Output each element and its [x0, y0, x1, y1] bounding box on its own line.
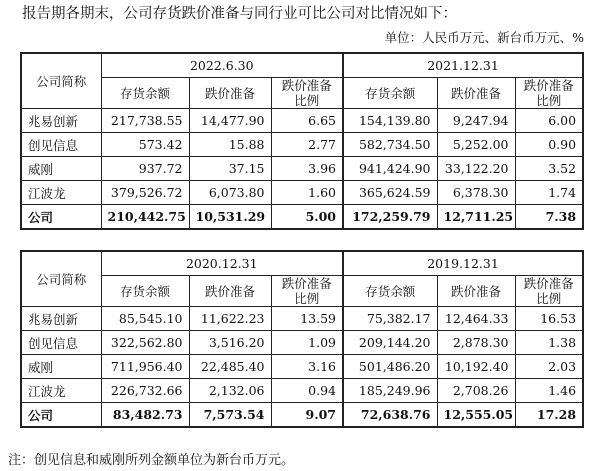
value-cell: 379,526.72	[101, 181, 189, 205]
reserve-column-header: 跌价准备	[189, 78, 271, 109]
table-row	[21, 133, 583, 157]
value-cell: 1.09	[271, 331, 343, 355]
value-cell: 14,477.90	[189, 109, 271, 133]
period-header: 2019.12.31	[343, 251, 583, 276]
value-cell: 7.38	[515, 205, 583, 230]
balance-column-header: 存货余额	[343, 276, 437, 307]
value-cell: 941,424.90	[343, 157, 437, 181]
inventory-comparison-table	[20, 52, 584, 230]
ratio-header-line2: 比例	[294, 291, 320, 306]
value-cell: 37.15	[189, 157, 271, 181]
company-name: 江波龙	[21, 379, 101, 403]
table-row	[21, 109, 583, 133]
balance-column-header: 存货余额	[343, 78, 437, 109]
table-row	[21, 379, 583, 403]
value-cell: 185,249.96	[343, 379, 437, 403]
value-cell: 11,622.23	[189, 307, 271, 331]
value-cell: 6,378.30	[437, 181, 515, 205]
ratio-header-line2: 比例	[294, 93, 320, 108]
company-column-header: 公司简称	[21, 53, 101, 109]
value-cell: 2,878.30	[437, 331, 515, 355]
value-cell: 501,486.20	[343, 355, 437, 379]
value-cell: 582,734.50	[343, 133, 437, 157]
company-name: 威刚	[21, 355, 101, 379]
ratio-header-line1: 跌价准备	[523, 276, 574, 291]
footnote: 注：创见信息和威刚所列金额单位为新台币万元。	[8, 453, 295, 468]
ratio-column-header	[515, 276, 583, 307]
value-cell: 17.28	[515, 403, 583, 428]
value-cell: 0.90	[515, 133, 583, 157]
value-cell: 2.77	[271, 133, 343, 157]
value-cell: 172,259.79	[343, 205, 437, 230]
period-header: 2022.6.30	[101, 53, 343, 78]
value-cell: 6.00	[515, 109, 583, 133]
value-cell: 13.59	[271, 307, 343, 331]
unit-label: 单位：人民币万元、新台币万元、%	[384, 30, 584, 45]
table-row	[21, 331, 583, 355]
ratio-column-header	[271, 78, 343, 109]
value-cell: 2,132.06	[189, 379, 271, 403]
value-cell: 6,073.80	[189, 181, 271, 205]
value-cell: 217,738.55	[101, 109, 189, 133]
value-cell: 154,139.80	[343, 109, 437, 133]
value-cell: 72,638.76	[343, 403, 437, 428]
ratio-header-line2: 比例	[536, 291, 562, 306]
ratio-header-line2: 比例	[536, 93, 562, 108]
period-header: 2020.12.31	[101, 251, 343, 276]
value-cell: 15.88	[189, 133, 271, 157]
company-name: 公司	[21, 205, 101, 230]
value-cell: 2,708.26	[437, 379, 515, 403]
value-cell: 3.96	[271, 157, 343, 181]
value-cell: 573.42	[101, 133, 189, 157]
ratio-column-header	[515, 78, 583, 109]
value-cell: 209,144.20	[343, 331, 437, 355]
value-cell: 12,711.25	[437, 205, 515, 230]
table-row	[21, 157, 583, 181]
value-cell: 9,247.94	[437, 109, 515, 133]
value-cell: 365,624.59	[343, 181, 437, 205]
total-row	[21, 205, 583, 230]
ratio-header-line1: 跌价准备	[281, 276, 332, 291]
value-cell: 3.52	[515, 157, 583, 181]
value-cell: 33,122.20	[437, 157, 515, 181]
value-cell: 85,545.10	[101, 307, 189, 331]
value-cell: 75,382.17	[343, 307, 437, 331]
value-cell: 7,573.54	[189, 403, 271, 428]
total-row	[21, 403, 583, 428]
value-cell: 1.46	[515, 379, 583, 403]
value-cell: 210,442.75	[101, 205, 189, 230]
value-cell: 3,516.20	[189, 331, 271, 355]
value-cell: 83,482.73	[101, 403, 189, 428]
ratio-column-header	[271, 276, 343, 307]
value-cell: 22,485.40	[189, 355, 271, 379]
value-cell: 12,464.33	[437, 307, 515, 331]
company-name: 兆易创新	[21, 307, 101, 331]
value-cell: 1.74	[515, 181, 583, 205]
reserve-column-header: 跌价准备	[189, 276, 271, 307]
value-cell: 937.72	[101, 157, 189, 181]
value-cell: 10,531.29	[189, 205, 271, 230]
company-name: 创见信息	[21, 331, 101, 355]
table-row	[21, 181, 583, 205]
value-cell: 2.03	[515, 355, 583, 379]
value-cell: 5,252.00	[437, 133, 515, 157]
value-cell: 16.53	[515, 307, 583, 331]
period-header: 2021.12.31	[343, 53, 583, 78]
inventory-comparison-table	[20, 250, 584, 428]
value-cell: 0.94	[271, 379, 343, 403]
balance-column-header: 存货余额	[101, 78, 189, 109]
balance-column-header: 存货余额	[101, 276, 189, 307]
ratio-header-line1: 跌价准备	[281, 78, 332, 93]
value-cell: 9.07	[271, 403, 343, 428]
reserve-column-header: 跌价准备	[437, 78, 515, 109]
company-name: 威刚	[21, 157, 101, 181]
table-row	[21, 355, 583, 379]
company-name: 兆易创新	[21, 109, 101, 133]
value-cell: 1.38	[515, 331, 583, 355]
value-cell: 322,562.80	[101, 331, 189, 355]
company-name: 公司	[21, 403, 101, 428]
table-row	[21, 307, 583, 331]
value-cell: 1.60	[271, 181, 343, 205]
value-cell: 3.16	[271, 355, 343, 379]
company-name: 江波龙	[21, 181, 101, 205]
company-column-header: 公司简称	[21, 251, 101, 307]
company-name: 创见信息	[21, 133, 101, 157]
value-cell: 6.65	[271, 109, 343, 133]
ratio-header-line1: 跌价准备	[523, 78, 574, 93]
intro-text: 报告期各期末，公司存货跌价准备与同行业可比公司对比情况如下：	[22, 6, 457, 22]
reserve-column-header: 跌价准备	[437, 276, 515, 307]
value-cell: 226,732.66	[101, 379, 189, 403]
value-cell: 711,956.40	[101, 355, 189, 379]
value-cell: 5.00	[271, 205, 343, 230]
value-cell: 10,192.40	[437, 355, 515, 379]
value-cell: 12,555.05	[437, 403, 515, 428]
